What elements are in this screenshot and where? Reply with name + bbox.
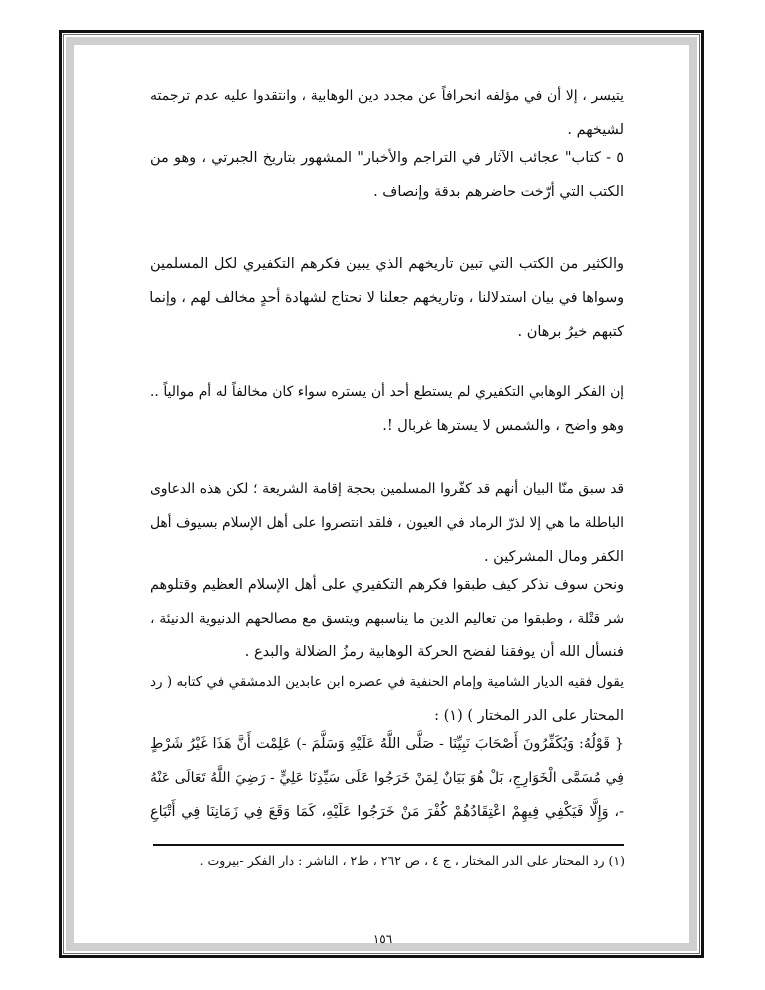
page-number: ١٥٦ (372, 932, 393, 946)
footnote-separator (153, 844, 624, 846)
text-line: وهو واضح ، والشمس لا يسترها غربال !. (382, 418, 624, 434)
quote-line: -، وَإِلَّا فَيَكْفِي فِيهِمْ اعْتِقَادُهُمْ كُفْرَ مَنْ خَرَجُوا عَلَيْهِ، كَمَا وَقَعَ فِي زَمَانِنَا فِي أَتْبَاعِ (150, 804, 624, 820)
text-line: كتبهم خيرُ برهان . (517, 324, 624, 340)
text-line: الباطلة ما هي إلا لذرّ الرماد في العيون ، فلقد انتصروا على أهل الإسلام بسيوف أهل (150, 515, 624, 531)
quote-line: فِي مُسَمَّى الْخَوَارِجِ، بَلْ هُوَ بَيَانٌ لِمَنْ خَرَجُوا عَلَى سَيِّدِنَا عَلِيٍّ - رَضِيَ اللَّهُ تَعَالَى عَنْهُ (150, 770, 624, 786)
text-line: المحتار على الدر المختار ) (١) : (434, 708, 624, 724)
text-line: شر قتْلة ، وطبقوا من تعاليم الدين ما يناسبهم ويتسق مع مصالحهم الدنيوية الدنيئة ، (150, 611, 624, 627)
text-line: يقول فقيه الديار الشامية وإمام الحنفية في عصره ابن عابدين الدمشقي في كتابه ( رد (150, 674, 624, 690)
text-line: قد سبق منّا البيان أنهم قد كفّروا المسلمين بحجة إقامة الشريعة ؛ لكن هذه الدعاوى (150, 481, 624, 497)
text-line: لشيخهم . (567, 122, 624, 138)
text-line: وسواها في بيان استدلالنا ، وتاريخهم جعلنا لا نحتاج لشهادة أحدٍ مخالف لهم ، وإنما (149, 290, 624, 306)
text-line: يتيسر ، إلا أن في مؤلفه انحرافاً عن مجدد دين الوهابية ، وانتقدوا عليه عدم ترجمته (150, 88, 624, 104)
text-line: ٥ - كتاب" عجائب الآثار في التراجم والأخبار" المشهور بتاريخ الجبرتي ، وهو من (150, 150, 624, 166)
text-line: الكتب التي أرّخت حاضرهم بدقة وإنصاف . (373, 184, 624, 200)
text-line: إن الفكر الوهابي التكفيري لم يستطع أحد أن يستره سواء كان مخالفاً له أم موالياً .. (150, 384, 624, 400)
text-line: الكفر ومال المشركين . (483, 549, 624, 565)
footnote: (١) رد المحتار على الدر المختار ، ج ٤ ، ص ٢٦٢ ، ط٢ ، الناشر : دار الفكر -بيروت . (199, 853, 625, 868)
text-line: فنسأل الله أن يوفقنا لفضح الحركة الوهابية رمزُ الضلالة والبدع . (244, 644, 624, 660)
text-line: والكثير من الكتب التي تبين تاريخهم الذي يبين فكرهم التكفيري لكل المسلمين (150, 256, 624, 272)
text-line: ونحن سوف نذكر كيف طبقوا فكرهم التكفيري على أهل الإسلام العظيم وقتلوهم (150, 577, 624, 593)
quote-line: { قَوْلُهُ: وَيُكَفِّرُونَ أَصْحَابَ نَبِيِّنَا - صَلَّى اللَّهُ عَلَيْهِ وَسَلَّمَ -) عَلِمْت أَنَّ هَذَا غَيْرُ شَرْطٍ (150, 736, 624, 752)
